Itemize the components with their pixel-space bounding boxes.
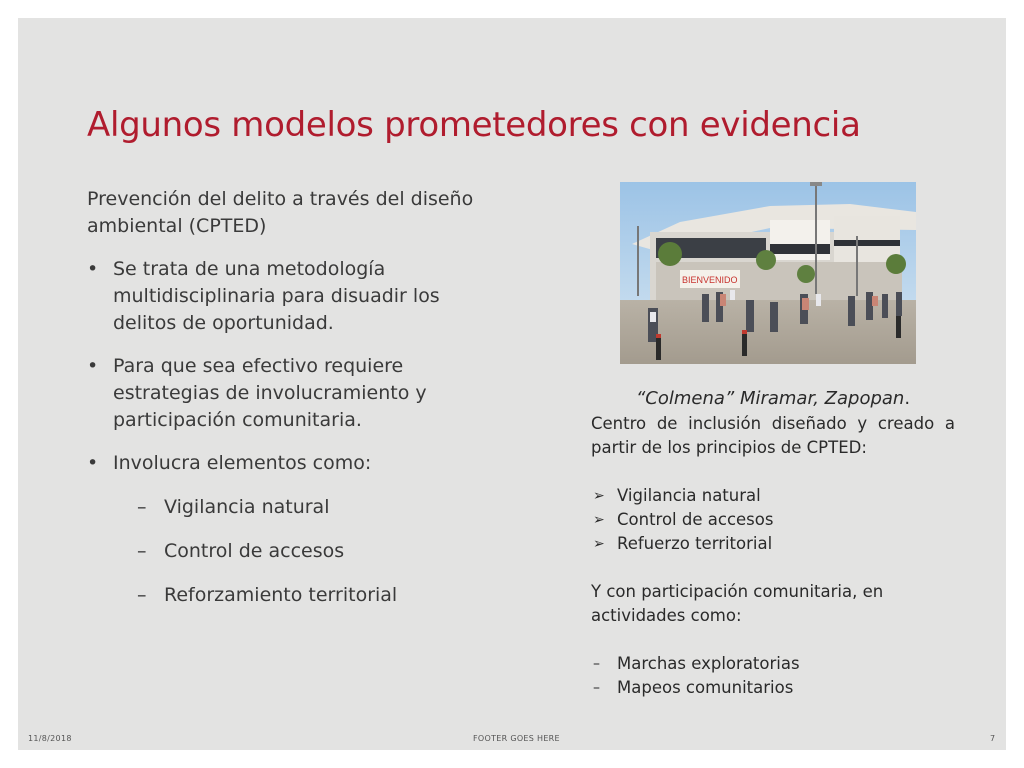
sub-item-text: Reforzamiento territorial <box>164 584 398 606</box>
sub-item <box>87 582 507 609</box>
bullet-marker: • <box>87 355 99 377</box>
dash-marker: – <box>593 680 600 696</box>
dash-marker: – <box>137 496 147 518</box>
dash-marker: – <box>137 584 147 606</box>
arrow-item-text: Control de accesos <box>617 510 774 529</box>
participation-text: Y con participación comunitaria, en actividades como: <box>591 582 884 625</box>
dash-list-item <box>591 676 955 700</box>
arrow-list-item <box>591 508 955 532</box>
bullet-item <box>87 450 507 477</box>
slide-title: Algunos modelos prometedores con evidencia <box>87 105 861 145</box>
dash-marker: – <box>593 656 600 672</box>
bullet-marker: • <box>87 452 99 474</box>
sub-item-text: Control de accesos <box>164 540 345 562</box>
arrow-list-item <box>591 532 955 556</box>
bullet-text: Para que sea efectivo requiere estrategias de involucramiento y participación comunitaria. <box>113 355 427 431</box>
dash-marker: – <box>137 540 147 562</box>
footer-date: 11/8/2018 <box>28 734 72 743</box>
bullet-text: Involucra elementos como: <box>113 452 372 474</box>
dash-item-text: Marchas exploratorias <box>617 654 800 673</box>
arrow-icon: ➢ <box>593 512 605 528</box>
dash-list <box>591 652 955 700</box>
sub-item-text: Vigilancia natural <box>164 496 330 518</box>
photo-caption <box>591 386 955 412</box>
arrow-list <box>591 484 955 556</box>
description-text: Centro de inclusión diseñado y creado a partir de los principios de CPTED: <box>591 414 955 457</box>
arrow-icon: ➢ <box>593 536 605 552</box>
arrow-item-text: Vigilancia natural <box>617 486 761 505</box>
arrow-icon: ➢ <box>593 488 605 504</box>
sub-item <box>87 538 507 565</box>
caption-main: “Colmena” Miramar, Zapopan <box>635 388 905 409</box>
bullet-item <box>87 256 507 337</box>
intro-text: Prevención del delito a través del diseño ambiental (CPTED) <box>87 188 474 237</box>
bullet-item <box>87 353 507 434</box>
right-content <box>591 386 955 700</box>
bullet-marker: • <box>87 258 99 280</box>
dash-item-text: Mapeos comunitarios <box>617 678 794 697</box>
left-content <box>87 186 507 609</box>
caption-dot: . <box>904 388 911 409</box>
arrow-list-item <box>591 484 955 508</box>
arrow-item-text: Refuerzo territorial <box>617 534 773 553</box>
page-number: 7 <box>990 734 996 743</box>
footer-center-text: FOOTER GOES HERE <box>473 734 560 743</box>
welcome-sign-text: BIENVENIDO <box>682 275 738 285</box>
building-photo <box>620 182 916 364</box>
sub-item <box>87 494 507 521</box>
bullet-text: Se trata de una metodología multidisciplinaria para disuadir los delitos de oportunidad. <box>113 258 440 334</box>
dash-list-item <box>591 652 955 676</box>
